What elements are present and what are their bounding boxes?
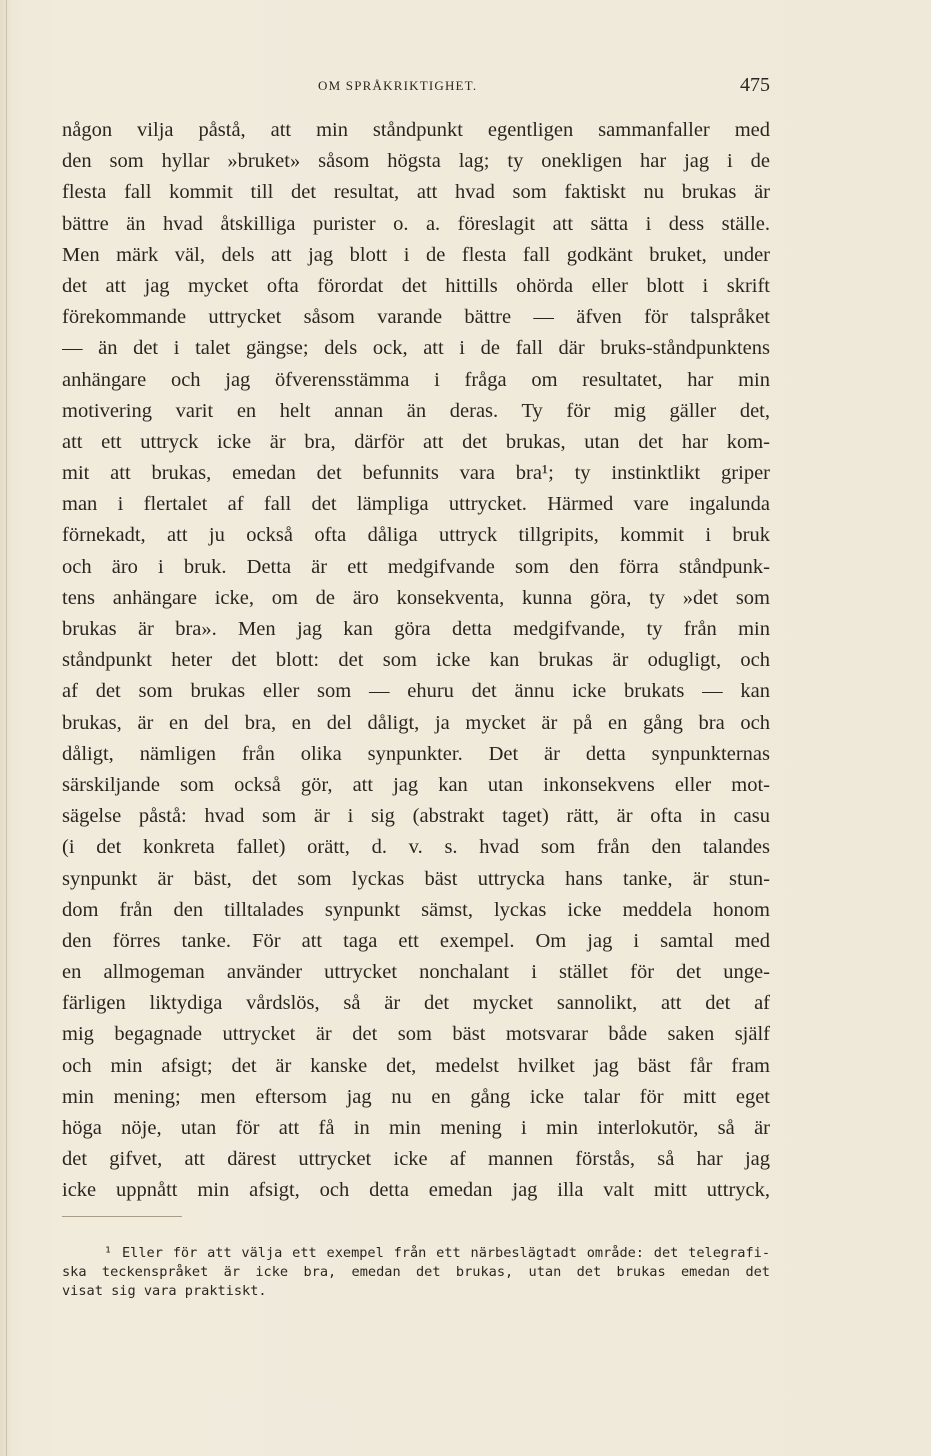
text-line: att ett uttryck icke är bra, därför att det brukas, utan det har kom- (62, 430, 770, 453)
text-line: man i flertalet af fall det lämpliga uttrycket. Härmed vare ingalunda (62, 493, 770, 516)
text-line: mig begagnade uttrycket är det som bäst motsvarar både saken själf (62, 1023, 770, 1046)
text-line: brukas är bra». Men jag kan göra detta medgifvande, ty från min (62, 618, 770, 640)
running-title: OM SPRÅKRIKTIGHET. (318, 78, 478, 93)
text-line: dom från den tilltalades synpunkt sämst, lyckas icke meddela honom (62, 898, 770, 921)
text-line: mit att brukas, emedan det befunnits vara bra¹; ty instinktlikt griper (62, 462, 770, 485)
text-line: flesta fall kommit till det resultat, att hvad som faktiskt nu brukas är (62, 181, 770, 204)
running-head (62, 74, 772, 102)
text-line: (i det konkreta fallet) orätt, d. v. s. hvad som från den talandes (62, 836, 770, 859)
text-line: min mening; men eftersom jag nu en gång icke talar för mitt eget (62, 1085, 770, 1108)
footnote-line: ska teckenspråket är icke bra, emedan det brukas, utan det brukas emedan det (62, 1264, 770, 1280)
text-line: anhängare och jag öfverensstämma i fråga om resultatet, har min (62, 368, 770, 391)
text-line: en allmogeman använder uttrycket nonchalant i stället för det unge- (62, 961, 770, 984)
text-line: höga nöje, utan för att få in min mening i min interlokutör, så är (62, 1117, 770, 1139)
text-line: särskiljande som också gör, att jag kan utan inkonsekvens eller mot- (62, 773, 770, 796)
text-line: förnekadt, att ju också ofta dåliga uttryck tillgripits, kommit i bruk (62, 524, 770, 547)
footnote-line: visat sig vara praktiskt. (62, 1283, 267, 1299)
text-line: ståndpunkt heter det blott: det som icke kan brukas är odugligt, och (62, 649, 770, 672)
text-line: förekommande uttrycket såsom varande bättre — äfven för talspråket (62, 306, 770, 329)
text-line: det gifvet, att därest uttrycket icke af mannen förstås, så har jag (62, 1148, 770, 1171)
text-line: någon vilja påstå, att min ståndpunkt egentligen sammanfaller med (62, 119, 770, 141)
text-line: den som hyllar »bruket» såsom högsta lag; ty onekligen har jag i de (62, 150, 770, 173)
text-line: tens anhängare icke, om de äro konsekventa, kunna göra, ty »det som (62, 586, 770, 609)
footnote-line: ¹ Eller för att välja ett exempel från ett närbeslägtadt område: det telegrafi- (104, 1245, 770, 1261)
text-line: den förres tanke. För att taga ett exempel. Om jag i samtal med (62, 929, 770, 952)
text-line: bättre än hvad åtskilliga purister o. a. föreslagit att sätta i dess ställe. (62, 212, 770, 235)
text-line: motivering varit en helt annan än deras. Ty för mig gäller det, (62, 399, 770, 422)
text-line: brukas, är en del bra, en del dåligt, ja mycket är på en gång bra och (62, 711, 770, 734)
text-line: — än det i talet gängse; dels ock, att i de fall där bruks-ståndpunktens (62, 337, 770, 360)
text-line: och min afsigt; det är kanske det, medelst hvilket jag bäst får fram (62, 1054, 770, 1077)
text-line: sägelse påstå: hvad som är i sig (abstrakt taget) rätt, är ofta in casu (62, 805, 770, 828)
text-line: icke uppnått min afsigt, och detta emedan jag illa valt mitt uttryck, (62, 1179, 770, 1202)
footnote (62, 1244, 770, 1301)
text-line: Men märk väl, dels att jag blott i de flesta fall godkänt bruket, under (62, 243, 770, 266)
text-line: det att jag mycket ofta förordat det hittills ohörda eller blott i skrift (62, 274, 770, 297)
text-line: synpunkt är bäst, det som lyckas bäst uttrycka hans tanke, är stun- (62, 867, 770, 890)
text-line: färligen liktydiga vårdslös, så är det mycket sannolikt, att det af (62, 992, 770, 1015)
text-line: och äro i bruk. Detta är ett medgifvande som den förra ståndpunk- (62, 555, 770, 578)
text-line: dåligt, nämligen från olika synpunkter. Det är detta synpunkternas (62, 742, 770, 765)
page-number: 475 (740, 74, 770, 96)
binding-edge (6, 0, 7, 1456)
text-line: af det som brukas eller som — ehuru det ännu icke brukats — kan (62, 680, 770, 703)
footnote-rule (62, 1216, 182, 1217)
body-text (62, 115, 770, 1207)
